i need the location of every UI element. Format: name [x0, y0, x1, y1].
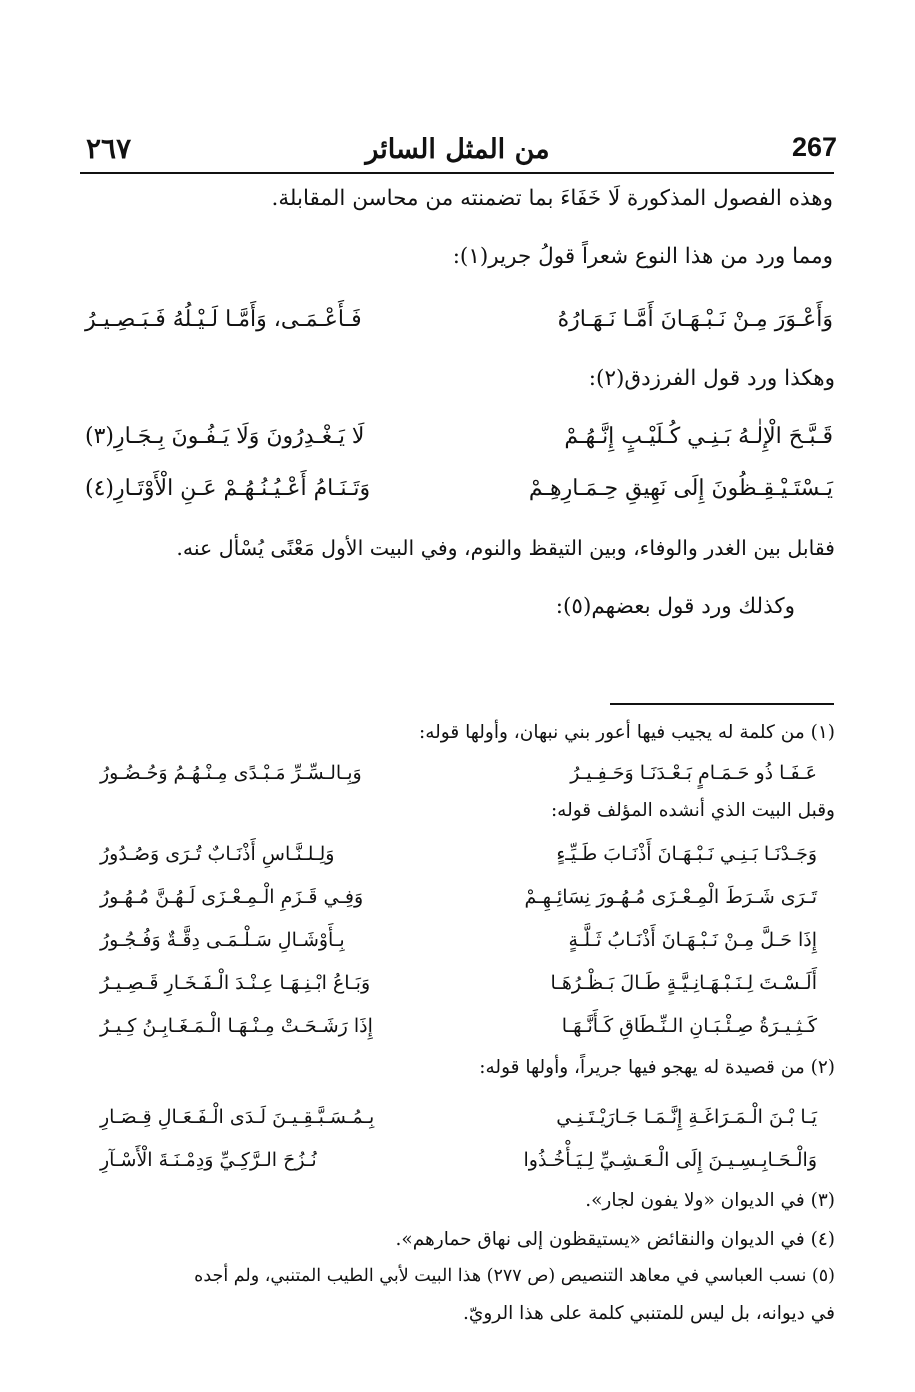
footnote-1-verse-first-hemistich: عَـفَـا ذُو حَـمَـامٍ بَـعْـدَنَـا وَحَـفِـيـرُ	[570, 762, 817, 784]
footnote-verse-first-hemistich: أَلَـسْـتَ لِـنَـبْـهَـانِـيَّـةٍ طَـالَ بَـظْـرُهَـا	[550, 972, 817, 994]
footnote-separator	[610, 703, 834, 705]
footnote-verse-second-hemistich: بِـأَوْشَـالِ سَـلْـمَـى دِقَّـةٌ وَفُـجُـورُ	[100, 929, 345, 951]
footnote-verse-first-hemistich: وَجَـدْنَـا بَـنِـي نَـبْـهَـانَ أَذْنَـابَ طَـيِّـءٍ	[556, 843, 817, 865]
footnote-verse-second-hemistich: إِذَا رَشَـحَـتْ مِـنْـهَـا الْـمَـغَـابِـنُ كِـيـرُ	[100, 1015, 373, 1037]
footnote-verse-first-hemistich: إِذَا حَـلَّ مِـنْ نَـبْـهَـانَ أَذْنَـابُ ثَـلَّـةٍ	[568, 929, 817, 951]
paragraph-3: وهكذا ورد قول الفرزدق(٢):	[588, 366, 835, 391]
footnote-2-verse-first-hemistich: وَالْـحَـابِـسِـيـنَ إِلَى الْـعَـشِـيِّ لِـيَـأْخُـذُوا	[523, 1149, 817, 1171]
footnote-verse-second-hemistich: وَبَـاعُ ابْـنِـهَـا عِـنْـدَ الْـفَـخَـارِ قَـصِـيـرُ	[100, 972, 371, 994]
footnote-4: (٤) في الديوان والنقائض «يستيقظون إلى نهاق حمارهم».	[395, 1229, 835, 1250]
footnote-verse-second-hemistich: وَلِـلـنَّـاسِ أَذْنَـابٌ تُـرَى وَصُـدُورُ	[100, 843, 335, 865]
paragraph-5: وكذلك ورد قول بعضهم(٥):	[555, 594, 795, 619]
footnote-verse-second-hemistich: وَفِـي قَـزَمِ الْـمِـعْـزَى لَـهُـنَّ مُـهُـورُ	[100, 886, 364, 908]
paragraph-1: وهذه الفصول المذكورة لَا خَفَاءَ بما تضمنته من محاسن المقابلة.	[271, 186, 833, 211]
footnote-5-line-1: (٥) نسب العباسي في معاهد التنصيص (ص ٢٧٧) هذا البيت لأبي الطيب المتنبي، ولم أجده	[194, 1266, 835, 1286]
verse-3-second-hemistich: وَتَـنَـامُ أَعْـيُـنُـهُـمْ عَـنِ الْأَوْتَـارِ(٤)	[85, 476, 371, 501]
page-number-latin: 267	[792, 132, 838, 162]
verse-2-second-hemistich: لَا يَـغْـدِرُونَ وَلَا يَـفُـونَ بِـجَـارِ(٣)	[85, 424, 365, 449]
footnote-2-verse-second-hemistich: بِـمُـسَـبَّـقِـيـنَ لَـدَى الْـفَـعَـالِ قِـصَـارِ	[100, 1106, 375, 1128]
footnote-1-intro: (١) من كلمة له يجيب فيها أعور بني نبهان، وأولها قوله:	[419, 722, 835, 743]
footnote-1-verse-second-hemistich: وَبِـالـسِّـرِّ مَـبْـدًى مِـنْـهُـمُ وَحُـضُـورُ	[100, 762, 362, 784]
header-rule	[80, 172, 834, 174]
footnote-verse-first-hemistich: كَـثِـيـرَةُ صِـئْـبَـانِ الـنِّـطَاقِ كَـأَنَّـهَـا	[561, 1015, 817, 1037]
footnote-2-verse-first-hemistich: يَـا بْـنَ الْـمَـرَاغَـةِ إِنَّـمَـا جَـارَيْـتَـنِـي	[556, 1106, 817, 1128]
footnote-2-intro: (٢) من قصيدة له يهجو فيها جريراً، وأولها قوله:	[479, 1057, 835, 1078]
running-title: من المثل السائر	[365, 134, 550, 165]
footnote-2-verse-second-hemistich: نُـزُحَ الـرَّكِـيِّ وَدِمْـنَـةَ الْأَسْـآرِ	[100, 1149, 317, 1171]
verse-1-second-hemistich: فَـأَعْـمَـى، وَأَمَّـا لَـيْـلُهُ فَـبَـصِـيـرُ	[85, 307, 362, 332]
verse-1-first-hemistich: وَأَعْـوَرَ مِـنْ نَـبْـهَـانَ أَمَّـا نَـهَـارُهُ	[557, 307, 833, 332]
footnote-3: (٣) في الديوان «ولا يفون لجار».	[585, 1190, 835, 1211]
verse-2-first-hemistich: قَـبَّـحَ الْإِلٰـهُ بَـنِـي كُـلَيْـبٍ إِنَّـهُـمْ	[564, 424, 833, 449]
footnote-1-text: وقبل البيت الذي أنشده المؤلف قوله:	[550, 800, 835, 821]
paragraph-2: ومما ورد من هذا النوع شعراً قولُ جرير(١):	[452, 244, 833, 269]
paragraph-4: فقابل بين الغدر والوفاء، وبين التيقظ والنوم، وفي البيت الأول مَعْنًى يُسْأل عنه.	[176, 536, 835, 560]
page-number-arabic: ٢٦٧	[86, 132, 132, 165]
verse-3-first-hemistich: يَـسْتَـيْـقِـظُونَ إِلَى نَهِيقِ حِـمَـارِهِـمْ	[528, 476, 833, 501]
footnote-verse-first-hemistich: تَـرَى شَـرَطَ الْمِـعْـزَى مُـهُـورَ نِسَائِـهِـمْ	[524, 886, 817, 908]
footnote-5-line-2: في ديوانه، بل ليس للمتنبي كلمة على هذا الرويّ.	[462, 1303, 835, 1324]
